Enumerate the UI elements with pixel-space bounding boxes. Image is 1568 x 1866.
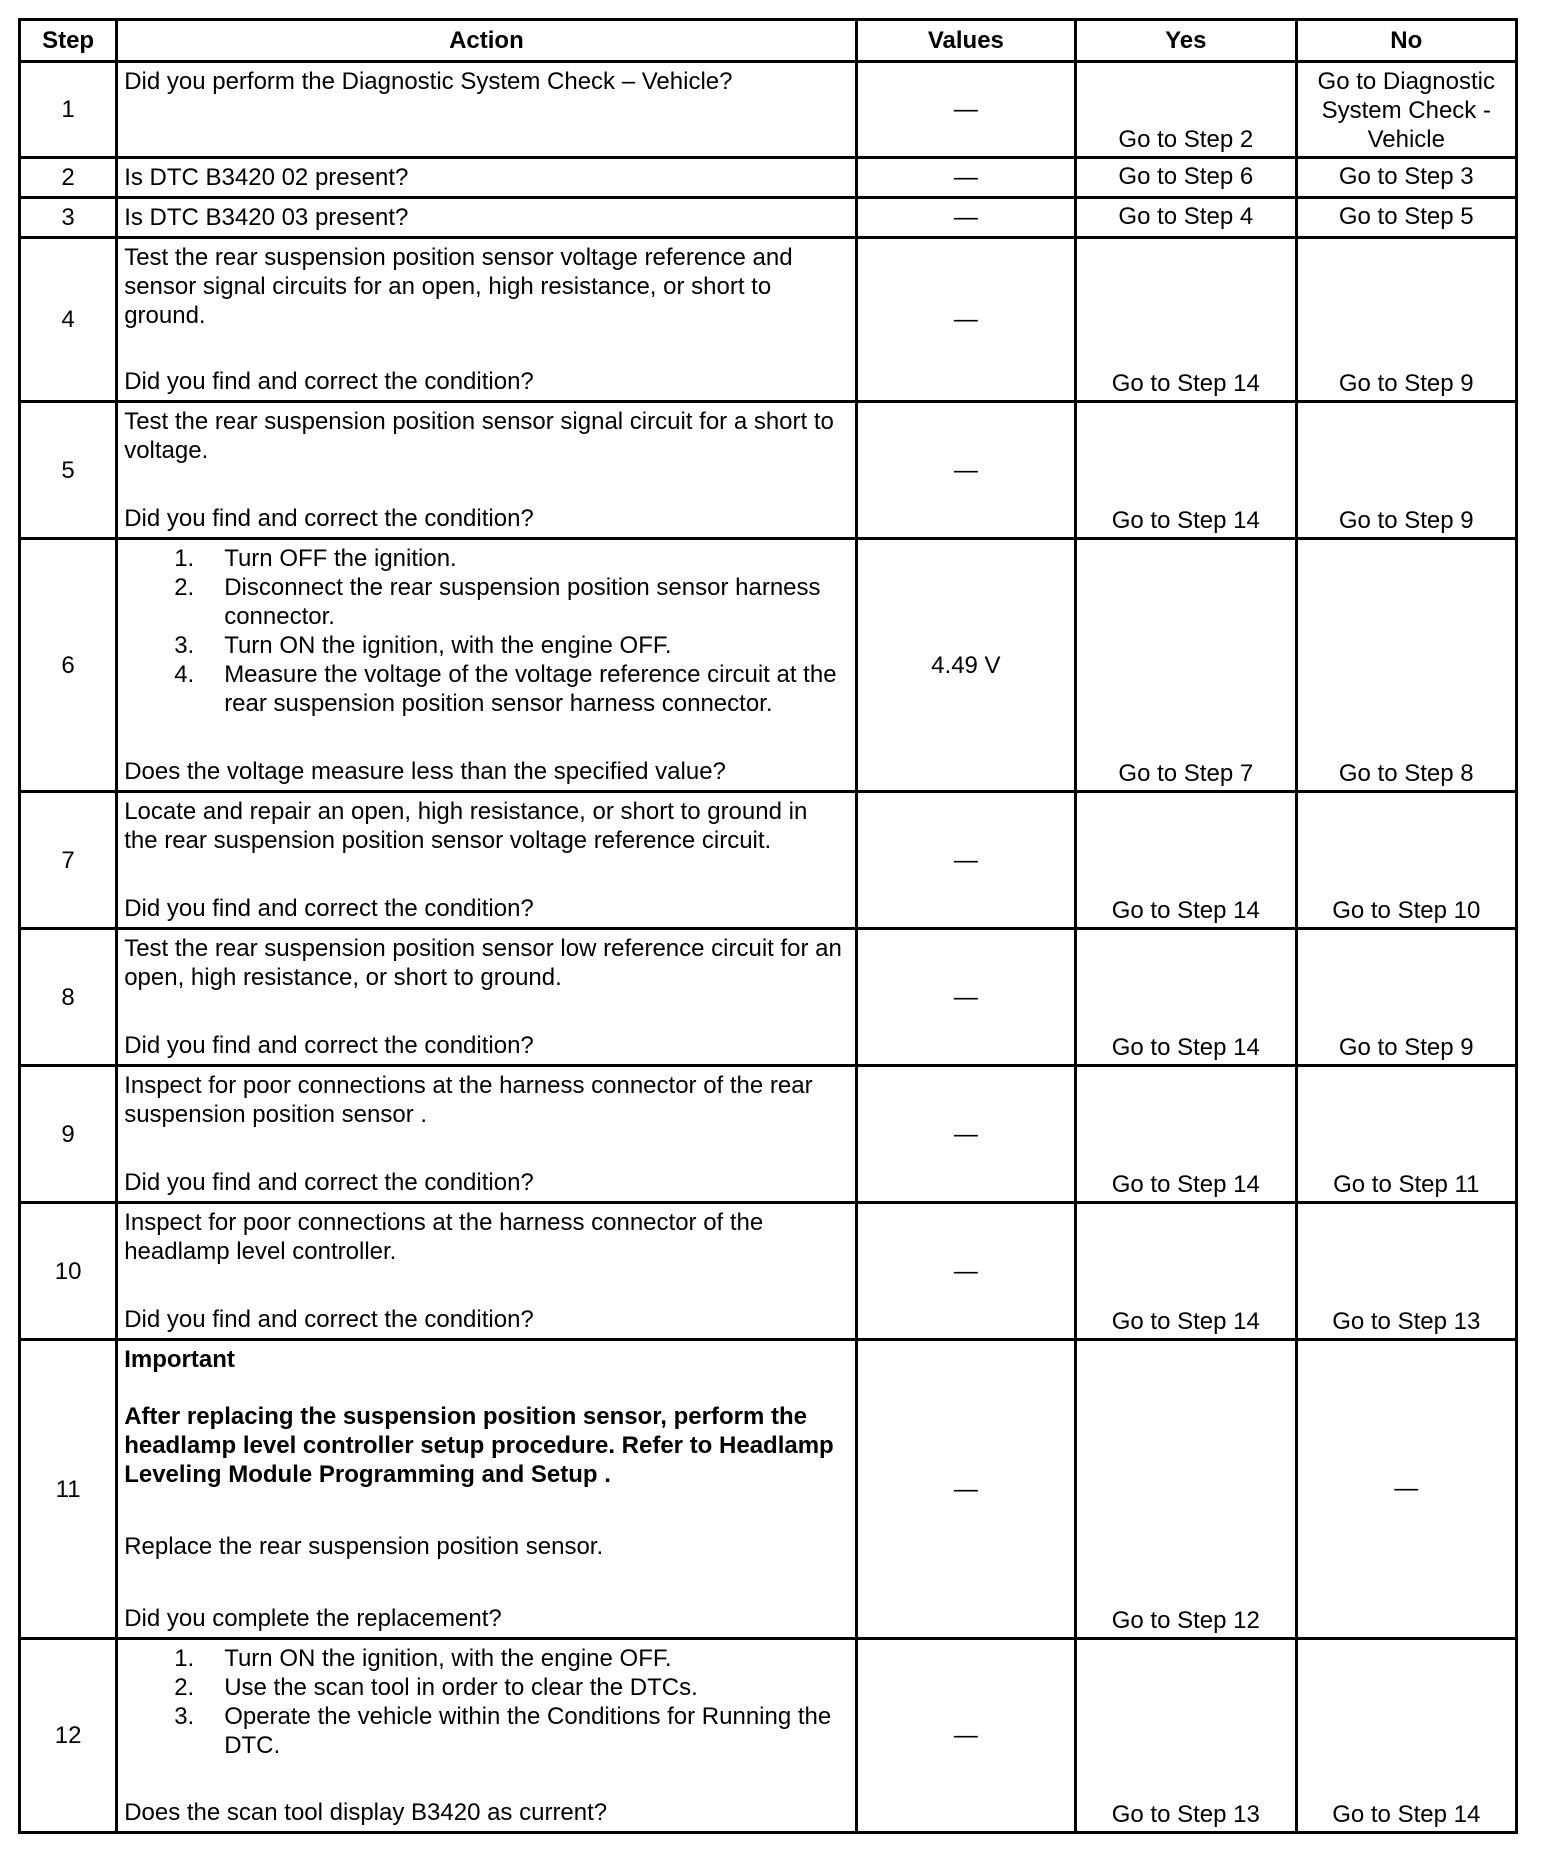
no-cell: Go to Step 5	[1296, 198, 1516, 238]
table-row	[20, 1340, 1517, 1639]
step-number: 4	[20, 238, 117, 402]
action-question: Did you find and correct the condition?	[124, 1306, 534, 1333]
list-item: 2. Disconnect the rear suspension position sensor harness connector.	[174, 574, 821, 630]
yes-cell: Go to Step 14	[1076, 402, 1296, 539]
action-question: Does the scan tool display B3420 as current?	[124, 1799, 608, 1826]
table-row	[20, 198, 1517, 238]
value-cell: —	[856, 1203, 1075, 1340]
table-row	[20, 1066, 1517, 1203]
no-cell: Go to Step 13	[1296, 1203, 1516, 1340]
action-question: Did you find and correct the condition?	[124, 895, 534, 922]
yes-cell: Go to Step 14	[1076, 238, 1296, 402]
step-number: 9	[20, 1066, 117, 1203]
value-cell: 4.49 V	[856, 539, 1075, 792]
important-title: Important	[124, 1346, 235, 1373]
value-cell: —	[856, 62, 1075, 158]
yes-cell: Go to Step 14	[1076, 1203, 1296, 1340]
yes-cell: Go to Step 7	[1076, 539, 1296, 792]
action-text: Replace the rear suspension position sensor.	[124, 1533, 604, 1560]
value-cell: —	[856, 1639, 1075, 1833]
header-values: Values	[856, 20, 1075, 62]
action-cell	[117, 539, 856, 792]
no-cell: Go to Step 9	[1296, 238, 1516, 402]
no-cell: Go to Diagnostic System Check - Vehicle	[1296, 62, 1516, 158]
table-row	[20, 62, 1517, 158]
table-row	[20, 1203, 1517, 1340]
header-no: No	[1296, 20, 1516, 62]
action-cell	[117, 1066, 856, 1203]
important-note	[124, 1345, 846, 1489]
table-row	[20, 929, 1517, 1066]
diagnostic-table	[18, 18, 1518, 1834]
action-cell	[117, 1639, 856, 1833]
header-yes: Yes	[1076, 20, 1296, 62]
important-text: After replacing the suspension position sensor, perform the headlamp level controller setup procedure. Refer to Headlamp Leveling Module Programming and Setup .	[124, 1403, 834, 1488]
step-number: 2	[20, 158, 117, 198]
value-cell: —	[856, 198, 1075, 238]
no-cell: —	[1296, 1340, 1516, 1639]
table-row	[20, 792, 1517, 929]
action-cell	[117, 792, 856, 929]
action-text: Is DTC B3420 02 present?	[117, 158, 856, 198]
action-text: Did you perform the Diagnostic System Check – Vehicle?	[117, 62, 856, 158]
step-number: 5	[20, 402, 117, 539]
action-text: Inspect for poor connections at the harness connector of the headlamp level controller.	[124, 1209, 764, 1265]
step-number: 7	[20, 792, 117, 929]
header-step: Step	[20, 20, 117, 62]
list-item: 2. Use the scan tool in order to clear the DTCs.	[174, 1674, 698, 1701]
header-action: Action	[117, 20, 856, 62]
action-steps-list	[124, 1644, 846, 1760]
no-cell: Go to Step 9	[1296, 929, 1516, 1066]
action-cell	[117, 402, 856, 539]
no-cell: Go to Step 3	[1296, 158, 1516, 198]
no-cell: Go to Step 14	[1296, 1639, 1516, 1833]
value-cell: —	[856, 158, 1075, 198]
action-text: Test the rear suspension position sensor signal circuit for a short to voltage.	[124, 408, 834, 464]
table-row	[20, 158, 1517, 198]
no-cell: Go to Step 11	[1296, 1066, 1516, 1203]
step-number: 12	[20, 1639, 117, 1833]
value-cell: —	[856, 402, 1075, 539]
action-question: Did you find and correct the condition?	[124, 1032, 534, 1059]
no-cell: Go to Step 10	[1296, 792, 1516, 929]
yes-cell: Go to Step 4	[1076, 198, 1296, 238]
step-number: 8	[20, 929, 117, 1066]
yes-cell: Go to Step 14	[1076, 929, 1296, 1066]
list-item: 3. Operate the vehicle within the Conditions for Running the DTC.	[174, 1703, 832, 1759]
value-cell: —	[856, 238, 1075, 402]
yes-cell: Go to Step 12	[1076, 1340, 1296, 1639]
value-cell: —	[856, 1066, 1075, 1203]
value-cell: —	[856, 1340, 1075, 1639]
action-cell	[117, 238, 856, 402]
table-row	[20, 539, 1517, 792]
step-number: 3	[20, 198, 117, 238]
header-row	[20, 20, 1517, 62]
table-row	[20, 402, 1517, 539]
action-cell	[117, 1203, 856, 1340]
value-cell: —	[856, 792, 1075, 929]
step-number: 10	[20, 1203, 117, 1340]
action-text: Inspect for poor connections at the harness connector of the rear suspension position sensor .	[124, 1072, 813, 1128]
list-item: 1. Turn ON the ignition, with the engine OFF.	[174, 1645, 672, 1672]
list-item: 1. Turn OFF the ignition.	[174, 545, 457, 572]
list-item: 3. Turn ON the ignition, with the engine OFF.	[174, 632, 672, 659]
step-number: 11	[20, 1340, 117, 1639]
action-text: Test the rear suspension position sensor low reference circuit for an open, high resistance, or short to ground.	[124, 935, 842, 991]
table-row	[20, 238, 1517, 402]
yes-cell: Go to Step 13	[1076, 1639, 1296, 1833]
yes-cell: Go to Step 14	[1076, 792, 1296, 929]
step-number: 6	[20, 539, 117, 792]
value-cell: —	[856, 929, 1075, 1066]
action-text: Test the rear suspension position sensor voltage reference and sensor signal circuits for an open, high resistance, or short to ground.	[124, 244, 793, 329]
action-text: Locate and repair an open, high resistance, or short to ground in the rear suspension position sensor voltage reference circuit.	[124, 798, 808, 854]
action-question: Does the voltage measure less than the specified value?	[124, 758, 726, 785]
action-cell	[117, 1340, 856, 1639]
step-number: 1	[20, 62, 117, 158]
yes-cell: Go to Step 14	[1076, 1066, 1296, 1203]
action-steps-list	[124, 544, 846, 718]
table-row	[20, 1639, 1517, 1833]
list-item: 4. Measure the voltage of the voltage reference circuit at the rear suspension position sensor harness connector.	[174, 661, 837, 717]
yes-cell: Go to Step 2	[1076, 62, 1296, 158]
action-question: Did you find and correct the condition?	[124, 505, 534, 532]
action-question: Did you find and correct the condition?	[124, 368, 534, 395]
yes-cell: Go to Step 6	[1076, 158, 1296, 198]
action-question: Did you complete the replacement?	[124, 1605, 502, 1632]
no-cell: Go to Step 8	[1296, 539, 1516, 792]
action-question: Did you find and correct the condition?	[124, 1169, 534, 1196]
no-cell: Go to Step 9	[1296, 402, 1516, 539]
action-text: Is DTC B3420 03 present?	[117, 198, 856, 238]
action-cell	[117, 929, 856, 1066]
